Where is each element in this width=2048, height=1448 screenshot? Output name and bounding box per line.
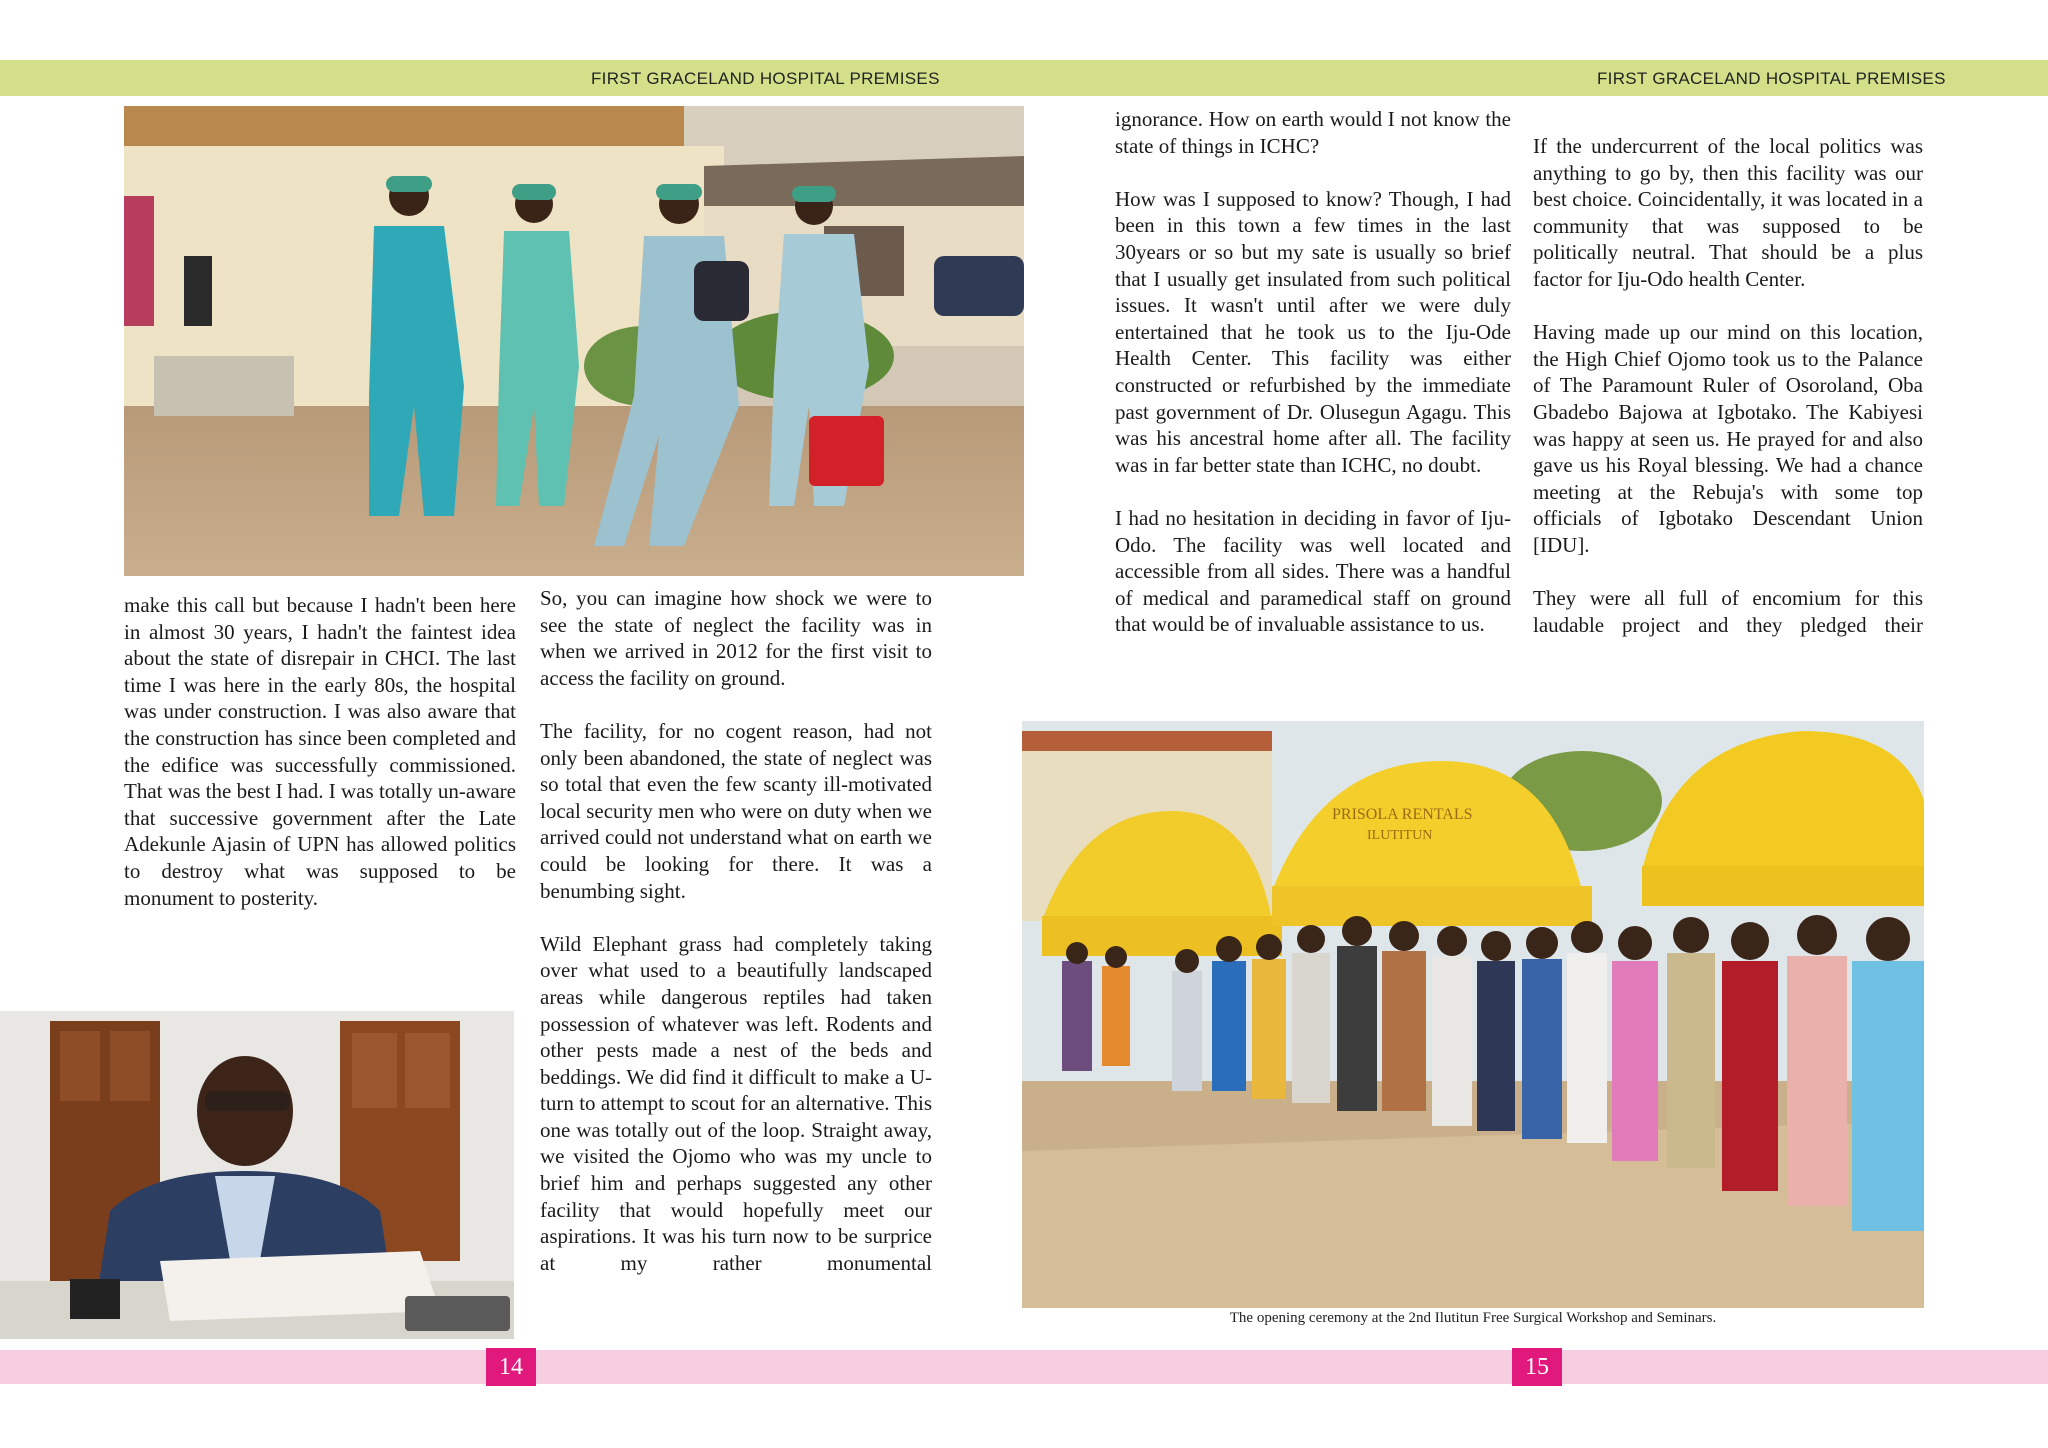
page-number-right: 15	[1512, 1348, 1562, 1386]
paragraph: make this call but because I hadn't been here in almost 30 years, I hadn't the faintest idea about the state of disrepair in CHCI. The last time I was here in the early 80s, the hospital was under construction. I was also aware that the construction has since been completed and the edifice was successfully commissioned. That was the best I had. I was totally un-aware that successive government after the Late Adekunle Ajasin of UPN has allowed politics to destroy what was supposed to be monument to posterity.	[124, 593, 516, 910]
running-header-right: FIRST GRACELAND HOSPITAL PREMISES	[1597, 69, 1946, 88]
paragraph: They were all full of encomium for this laudable project and they pledged their	[1533, 586, 1923, 637]
right-page-column-1	[1115, 106, 1511, 638]
paragraph: How was I supposed to know? Though, I had been in this town a few times in the last 30years or so but my sate is usually so brief that I usually get insulated from such political issues. It wasn't until after we were duly entertained that he took us to the Iju-Ode Health Center. This facility was either constructed or refurbished by the immediate past government of Dr. Olusegun Agagu. This was his ancestral home after all. The facility was in far better state than ICHC, no doubt.	[1115, 186, 1511, 477]
paragraph: The facility, for no cogent reason, had not only been abandoned, the state of neglect was so total that even the few scanty ill-motivated local security men who were on duty when we arrived could not understand what on earth we could be looking for there. It was a benumbing sight.	[540, 718, 932, 903]
tent-lettering-1: PRISOLA RENTALS	[1332, 806, 1473, 823]
paragraph: Having made up our mind on this location, the High Chief Ojomo took us to the Palance of The Paramount Ruler of Osoroland, Oba Gbadebo Bajowa at Igbotako. The Kabiyesi was happy at seen us. He prayed for and also gave us his Royal blessing. We had a chance meeting at the Rebuja's with some top officials of Igbotako Descendant Union [IDU].	[1533, 320, 1923, 557]
photo-caption: The opening ceremony at the 2nd Ilutitun Free Surgical Workshop and Seminars.	[1229, 1310, 1717, 1326]
running-header-left: FIRST GRACELAND HOSPITAL PREMISES	[591, 69, 940, 88]
paragraph: If the undercurrent of the local politics was anything to go by, then this facility was our best choice. Coincidentally, it was located in a community that was supposed to be politically neutral. That should be a plus factor for Iju-Odo health Center.	[1533, 134, 1923, 291]
paragraph: I had no hesitation in deciding in favor of Iju-Odo. The facility was well located and accessible from all sides. There was a handful of medical and paramedical staff on ground that would be of invaluable assistance to us.	[1115, 505, 1511, 637]
opening-ceremony-photo	[1022, 721, 1924, 1308]
left-page-column-1	[124, 592, 516, 911]
man-at-desk-photo	[0, 1011, 514, 1339]
left-page-column-2	[540, 585, 932, 1276]
page-number-left: 14	[486, 1348, 536, 1386]
paragraph: So, you can imagine how shock we were to see the state of neglect the facility was in when we arrived in 2012 for the first visit to access the facility on ground.	[540, 586, 932, 690]
footer-band	[0, 1350, 2048, 1384]
nurses-walking-photo	[124, 106, 1024, 576]
right-page-column-2	[1533, 133, 1923, 638]
paragraph: Wild Elephant grass had completely taking over what used to a beautifully landscaped areas while dangerous reptiles had taken possession of whatever was left. Rodents and other pests made a nest of the beds and beddings. We did find it difficult to make a U-turn to attempt to scout for an alternative. This one was totally out of the loop. Straight away, we visited the Ojomo who was my uncle to brief him and perhaps suggested any other facility that would hopefully meet our aspirations. It was his turn now to be surprice at my rather monumental	[540, 931, 932, 1275]
paragraph: ignorance. How on earth would I not know the state of things in ICHC?	[1115, 107, 1511, 158]
header-band	[0, 60, 2048, 96]
tent-lettering-2: ILUTITUN	[1367, 828, 1433, 843]
